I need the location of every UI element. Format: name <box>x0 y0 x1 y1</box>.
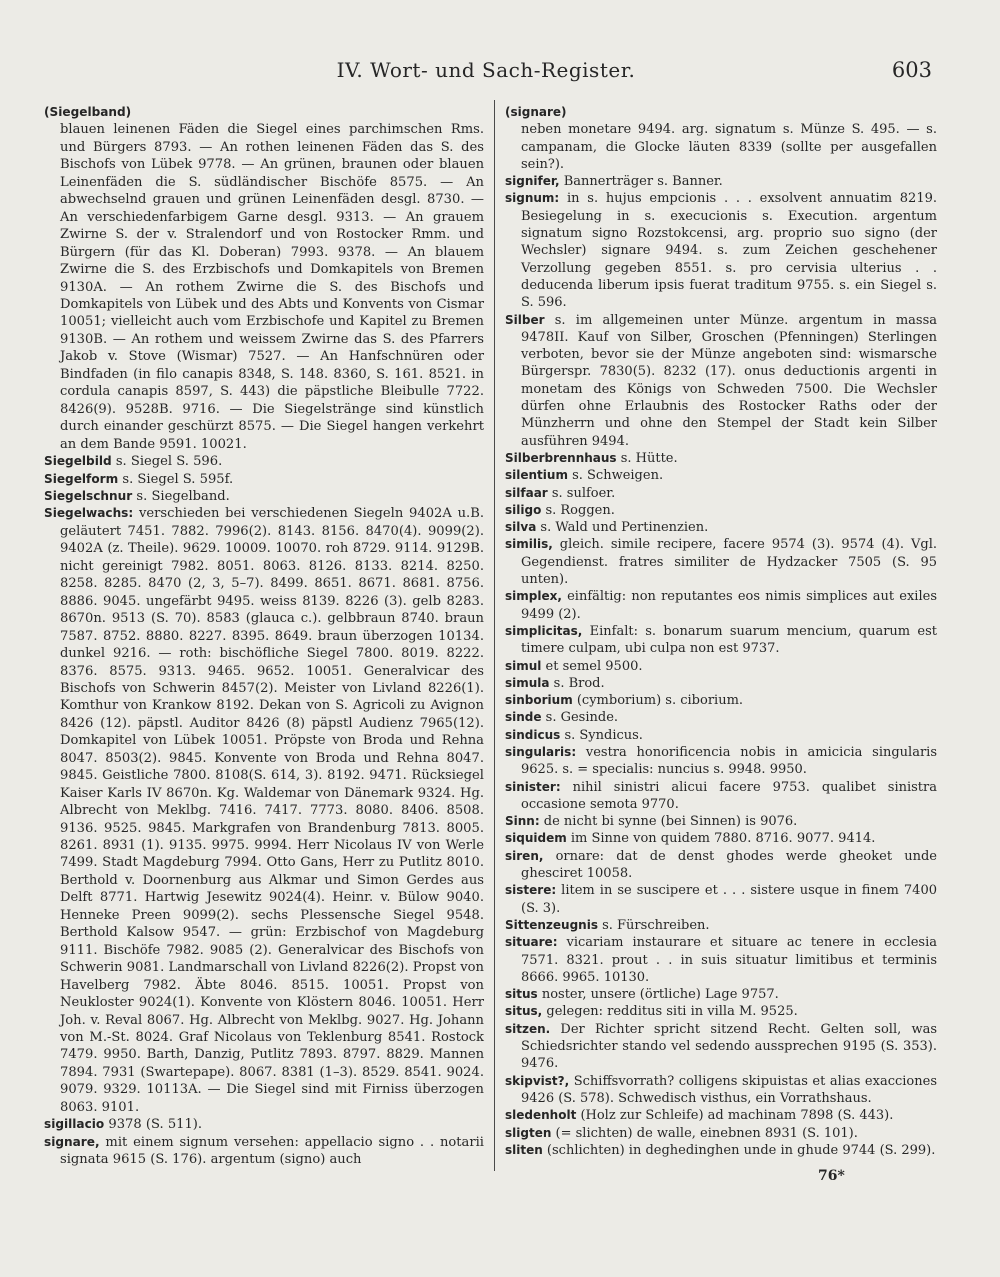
entry-headword: sinister: <box>505 779 561 794</box>
entry-text: nihil sinistri alicui facere 9753. qualibet sinistra occasione semota 9770. <box>521 779 937 812</box>
entry-headword: situs <box>505 987 538 1002</box>
register-entry <box>505 658 937 675</box>
entry-text: im Sinne von quidem 7880. 8716. 9077. 9414. <box>566 831 876 847</box>
entry-headword: simplicitas, <box>505 623 583 638</box>
entry-text: s. Brod. <box>549 675 605 691</box>
register-entry <box>505 190 937 311</box>
entry-text: (cymborium) s. ciborium. <box>572 693 744 709</box>
entry-text: 9378 (S. 511). <box>104 1117 203 1133</box>
left-column <box>44 104 484 1169</box>
entry-headword: simula <box>505 675 550 690</box>
entry-headword: skipvist?, <box>505 1073 570 1088</box>
entry-text: (= slichten) de walle, einebnen 8931 (S. 101). <box>551 1125 858 1141</box>
entry-headword: signare, <box>44 1134 100 1149</box>
register-entry <box>505 727 937 744</box>
entry-headword: silfaar <box>505 485 548 500</box>
continued-text: neben monetare 9494. arg. signatum s. Münze S. 495. — s. campanam, die Glocke läuten 8339 (sollte per ausgefallen sein?). <box>521 122 937 172</box>
entry-text: s. Hütte. <box>616 450 678 466</box>
entry-headword: situare: <box>505 935 558 950</box>
register-entry <box>505 1073 937 1108</box>
entry-text: Schiffsvorrath? colligens skipuistas et alias exacciones 9426 (S. 578). Schwedisch visthus, ein Vorrathshaus. <box>521 1073 937 1106</box>
register-entry <box>505 692 937 709</box>
register-entry <box>505 1125 937 1142</box>
entry-text: verschieden bei verschiedenen Siegeln 9402A u.B. geläutert 7451. 7882. 7996(2). 8143. 8156. 8470(4). 9099(2). 9402A (z. Theile). 9629. 10009. 10070. roh 8729. 9114. 9129B. nicht gereinigt 7982. 8051. 8063. 8126. 8133. 8214. 8250. 8258. 8285. 8470 (2, 3, 5–7). 8499. 8651. 8671. 8681. 8756. 8886. 9045. ungefärbt 9495. weiss 8139. 8226 (3). gelb 8283. 8670n. 9513 (S. 70). 8583 (glauca c.). gelbbraun 8740. braun 7587. 8752. 8880. 8227. 8395. 8649. braun überzogen 10134. dunkel 9216. — roth: bischöfliche Siegel 7800. 8019. 8222. 8376. 8575. 9313. 9465. 9652. 10051. Generalvicar des Bischofs von Schwerin 8457(2). Meister von Livland 8226(1). Komthur von Krankow 8192. Dekan von S. Agricoli zu Avignon 8426 (12). päpstl. Auditor 8426 (8) päpstl Audienz 7965(12). Domkapitel von Lübek 10051. Pröpste von Broda und Rehna 8047. 8503(2). 9845. Konvente von Broda und Rehna 8047. 9845. Geistliche 7800. 8108(S. 614, 3). 8192. 9471. Rücksiegel Kaiser Karls IV 8670n. Kg. Waldemar von Dänemark 9324. Hg. Albrecht von Meklbg. 7416. 7417. 7773. 8080. 8406. 8508. 9136. 9525. 9845. Markgrafen von Brandenburg 7813. 8005. 8261. 8931 (1). 9135. 9975. 9994. Herr Nicolaus IV von Werle 7499. Stadt Magdeburg 7994. Otto Gans, Herr zu Putlitz 8010. Berthold v. Doornenburg aus Alkmar und Simon Gerdes aus Delft 8771. Hartwig Jesewitz 9024(4). Heinr. v. Bülow 9040. Henneke Preen 9099(2). sechs Plessensche Siegel 9548. Berthold Kalsow 9547. — grün: Erzbischof von Magdeburg 9111. Bischöfe 7982. 9085 (2). Generalvicar des Bischofs von Schwerin 9081. Landmarschall von Livland 8226(2). Propst von Havelberg 7982. Äbte 8046. 8515. 10051. Propst von Neukloster 9024(1). Konvente von Klöstern 8046. 10051. Herr Joh. v. Reval 8067. Hg. Albrecht von Meklbg. 9027. Hg. Johann von M.-St. 8024. Graf Nicolaus von Teklenburg 8541. Rostock 7479. 9950. Barth, Danzig, Putlitz 7893. 8797. 8829. Mannen 7894. 7931 (Swartepape). 8067. 8381 (1–3). 8529. 8541. 9024. 9079. 9329. 10113A. — Die Siegel sind mit Firniss überzogen 8063. 9101. <box>60 506 484 1115</box>
entry-headword: sligten <box>505 1125 552 1140</box>
register-entry <box>505 1107 937 1124</box>
register-entry <box>505 502 937 519</box>
entry-headword: sinborium <box>505 693 573 708</box>
page-title: IV. Wort- und Sach-Register. <box>336 58 636 82</box>
register-entry <box>505 830 937 847</box>
entry-text: in s. hujus empcionis . . . exsolvent annuatim 8219. Besiegelung in s. execucionis s. Execution. argentum signatum signo Rozstokcensi, arg. proprio suo signo (der Wechsler) signare 9494. s. zum Zeichen geschehener Verzollung gegeben 8551. s. pro cervisia ulterius . . deducenda liberum ipsis fuerat traditum 9755. s. ein Siegel s. S. 596. <box>521 191 937 311</box>
entry-text: ornare: dat de denst ghodes werde gheoket unde ghesciret 10058. <box>521 848 937 882</box>
register-entry <box>505 536 937 588</box>
entry-text: s. Wald und Pertinenzien. <box>536 520 709 536</box>
page-header <box>40 58 932 92</box>
entry-headword: silva <box>505 520 537 535</box>
entry-text: de nicht bi synne (bei Sinnen) is 9076. <box>539 814 798 830</box>
register-entry <box>505 709 937 726</box>
register-entry <box>505 848 937 883</box>
entry-headword: Siegelschnur <box>44 488 133 503</box>
entry-text: s. Gesinde. <box>541 710 619 726</box>
entry-text: (Holz zur Schleife) ad machinam 7898 (S. 443). <box>576 1108 894 1124</box>
entry-text: Bannerträger s. Banner. <box>559 174 723 190</box>
register-entry <box>505 588 937 623</box>
entry-text: Der Richter spricht sitzend Recht. Gelten soll, was Schiedsrichter stando vel sedendo aussprechen 9195 (S. 353). 9476. <box>521 1021 937 1072</box>
register-entry <box>505 485 937 502</box>
entry-headword: sitzen. <box>505 1021 551 1036</box>
entry-headword: Silberbrennhaus <box>505 450 617 465</box>
page-number: 603 <box>891 58 932 82</box>
entry-text: s. Siegelband. <box>132 488 230 504</box>
register-entry <box>505 312 937 450</box>
entry-text: s. Roggen. <box>541 502 615 518</box>
entry-headword: Siegelbild <box>44 454 112 469</box>
register-entry <box>505 519 937 536</box>
register-entry <box>505 173 937 190</box>
entry-text: s. sulfoer. <box>547 485 616 501</box>
right-column <box>505 104 937 1159</box>
register-entry <box>505 744 937 779</box>
entry-text: gleich. simile recipere, facere 9574 (3). 9574 (4). Vgl. Gegendienst. fratres similiter de Hydzacker 7505 (S. 95 unten). <box>521 537 937 588</box>
entry-headword: similis, <box>505 537 553 552</box>
register-entry <box>505 623 937 658</box>
entry-text: vestra honorificencia nobis in amicicia singularis 9625. s. = specialis: nuncius s. 9948. 9950. <box>521 744 937 778</box>
entry-headword: Sinn: <box>505 814 540 829</box>
register-entry <box>505 467 937 484</box>
entry-headword: signum: <box>505 191 560 206</box>
register-entry <box>505 1142 937 1159</box>
entry-headword: signifer, <box>505 174 560 189</box>
register-entry <box>505 675 937 692</box>
entry-headword: sindicus <box>505 727 561 742</box>
entry-text: s. im allgemeinen unter Münze. argentum in massa 9478II. Kauf von Silber, Groschen (Pfenningen) Sterlingen verboten, bevor sie der Münze angeboten sind: wismarsche Bürgerspr. 7830(5). 8232 (17). onus deductionis argenti in monetam des Königs von Schweden 7500. Die Wechsler dürfen ohne Erlaubnis des Rostocker Raths oder der Münzherrn und ohne den Stempel der Stadt kein Silber ausführen 9494. <box>521 312 937 449</box>
entry-list <box>44 453 484 1169</box>
entry-headword: situs, <box>505 1004 543 1019</box>
entry-headword: singularis: <box>505 744 577 759</box>
register-entry <box>505 450 937 467</box>
entry-headword: Siegelwachs: <box>44 506 134 521</box>
entry-text: vicariam instaurare et situare ac tenere in ecclesia 7571. 8321. prout . . in suis situatur limitibus et terminis 8666. 9965. 10130. <box>521 935 937 985</box>
register-entry <box>505 986 937 1003</box>
register-entry <box>505 934 937 986</box>
register-entry <box>505 779 937 814</box>
entry-text: s. Schweigen. <box>567 468 664 484</box>
entry-headword: simplex, <box>505 589 562 604</box>
entry-headword: sliten <box>505 1142 543 1157</box>
register-entry <box>44 453 484 470</box>
column-divider <box>494 100 495 1171</box>
entry-headword: Silber <box>505 312 545 327</box>
entry-headword: siquidem <box>505 831 567 846</box>
entry-text: einfältig: non reputantes eos nimis simplices aut exiles 9499 (2). <box>521 589 937 622</box>
entry-text: Einfalt: s. bonarum suarum mencium, quarum est timere culpam, ubi culpa non est 9737. <box>521 623 937 657</box>
entry-text: mit einem signum versehen: appellacio signo . . notarii signata 9615 (S. 176). argentum (signo) auch <box>60 1134 484 1168</box>
register-entry <box>505 1003 937 1020</box>
register-entry <box>44 471 484 488</box>
entry-headword: Sittenzeugnis <box>505 917 598 932</box>
register-entry <box>44 505 484 1116</box>
entry-headword: silentium <box>505 468 568 483</box>
register-entry <box>44 1134 484 1169</box>
entry-headword: sigillacio <box>44 1117 105 1132</box>
continued-heading: (signare) <box>505 105 567 119</box>
entry-headword: siren, <box>505 848 544 863</box>
entry-text: litem in se suscipere et . . . sistere usque in finem 7400 (S. 3). <box>521 883 937 916</box>
entry-text: s. Siegel S. 595f. <box>118 471 234 487</box>
signature-mark: 76* <box>818 1168 845 1184</box>
entry-headword: sistere: <box>505 883 557 898</box>
continued-heading: (Siegelband) <box>44 105 132 119</box>
register-entry <box>505 813 937 830</box>
entry-headword: siligo <box>505 502 542 517</box>
register-entry <box>505 917 937 934</box>
entry-text: s. Fürschreiben. <box>597 917 710 933</box>
entry-text: (schlichten) in deghedinghen unde in ghude 9744 (S. 299). <box>542 1142 936 1158</box>
register-entry <box>44 488 484 505</box>
entry-text: et semel 9500. <box>541 658 643 674</box>
entry-headword: simul <box>505 658 542 673</box>
register-entry <box>44 1116 484 1133</box>
entry-text: s. Siegel S. 596. <box>111 454 223 470</box>
entry-list <box>505 173 937 1159</box>
register-entry <box>505 882 937 917</box>
register-entry <box>505 1021 937 1073</box>
entry-headword: Siegelform <box>44 471 119 486</box>
entry-headword: sledenholt <box>505 1108 577 1123</box>
entry-text: gelegen: redditus siti in villa M. 9525. <box>542 1004 798 1020</box>
entry-headword: sinde <box>505 710 542 725</box>
entry-text: s. Syndicus. <box>560 727 643 743</box>
continued-text: blauen leinenen Fäden die Siegel eines parchimschen Rms. und Bürgers 8793. — An rothen leinenen Fäden das S. des Bischofs von Lübek 9778. — An grünen, braunen oder blauen Leinenfäden die S. südländischer Bischöfe 8575. — An abwechselnd grauen und grünen Leinenfäden desgl. 8730. — An verschiedenfarbigem Garne desgl. 9313. — An grauem Zwirne S. der v. Stralendorf und von Rostocker Rmm. und Bürgern (für das Kl. Doberan) 7993. 9378. — An blauem Zwirne die S. des Erzbischofs und Domkapitels von Bremen 9130A. — An rothem Zwirne die S. des Bischofs und Domkapitels von Lübek und des Abts und Konvents von Cismar 10051; vielleicht auch vom Erzbischofe und Kapitel zu Bremen 9130B. — An rothem und weissem Zwirne das S. des Pfarrers Jakob v. Stove (Wismar) 7527. — An Hanfschnüren oder Bindfaden (in filo canapis 8348, S. 148. 8360, S. 161. 8521. in cordula canapis 8597, S. 443) die päpstliche Bleibulle 7722. 8426(9). 9528B. 9716. — Die Siegelstränge sind künstlich durch einander geschürzt 8575. — Die Siegel hangen verkehrt an dem Bande 9591. 10021. <box>60 122 484 452</box>
entry-text: noster, unsere (örtliche) Lage 9757. <box>537 987 779 1003</box>
